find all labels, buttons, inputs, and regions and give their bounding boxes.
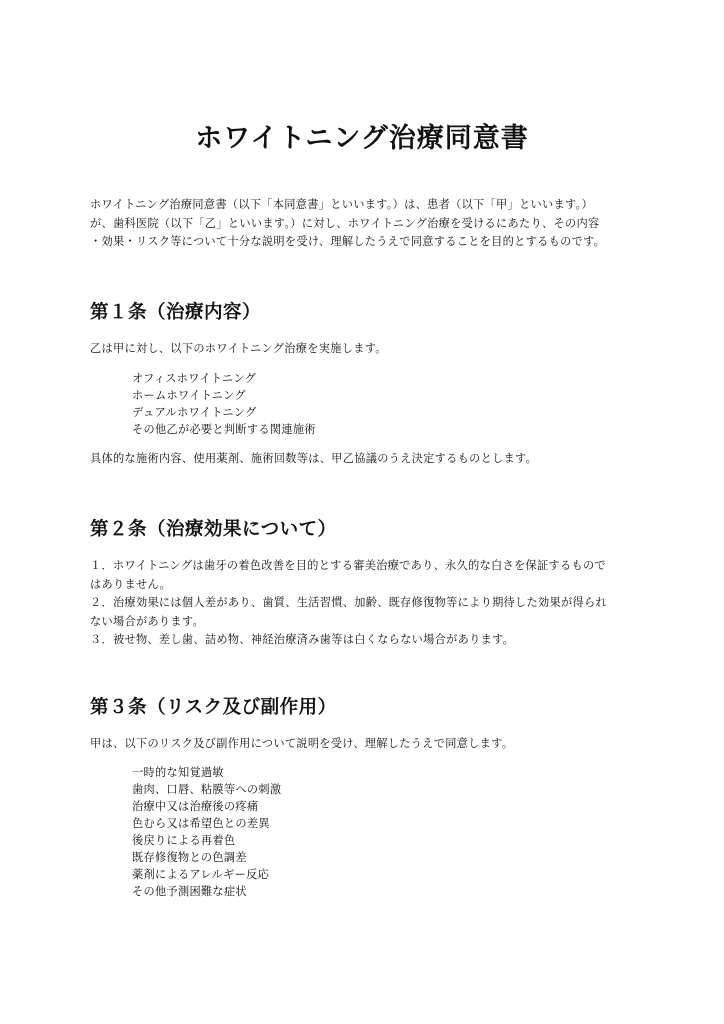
article-2-line: ない場合があります。 bbox=[90, 614, 204, 628]
article-2-body bbox=[90, 557, 650, 650]
article-2-line: １．ホワイトニングは歯牙の着色改善を目的とする審美治療であり、永久的な白さを保証するもので bbox=[90, 559, 606, 572]
list-item: 色むら又は希望色との差異 bbox=[132, 817, 270, 830]
article-1-heading: 第１条（治療内容） bbox=[90, 302, 262, 323]
article-1-closing bbox=[90, 450, 650, 469]
list-item: 治療中又は治療後の疼痛 bbox=[132, 800, 259, 813]
article-3-lead bbox=[90, 735, 650, 754]
list-item: 薬剤によるアレルギー反応 bbox=[132, 868, 270, 881]
intro-line: が、歯科医院（以下「乙」といいます。）に対し、ホワイトニング治療を受けるにあたり、その内容 bbox=[90, 216, 600, 230]
article-1-closing-text: 具体的な施術内容、使用薬剤、施術回数等は、甲乙協議のうえ決定するものとします。 bbox=[90, 452, 538, 465]
article-3-lead-text: 甲は、以下のリスク及び副作用について説明を受け、理解したうえで同意します。 bbox=[90, 737, 514, 750]
list-item: 既存修復物との色調差 bbox=[132, 851, 247, 864]
article-2-line: ２．治療効果には個人差があり、歯質、生活習慣、加齢、既存修復物等により期待した効果が得られ bbox=[90, 596, 607, 609]
treatment-list bbox=[132, 370, 316, 438]
intro-paragraph bbox=[90, 196, 650, 252]
list-item: 歯肉、口唇、粘膜等への刺激 bbox=[132, 783, 282, 796]
intro-line: ホワイトニング治療同意書（以下「本同意書」といいます。）は、患者（以下「甲」といいます。） bbox=[90, 198, 593, 211]
intro-line: ・効果・リスク等について十分な説明を受け、理解したうえで同意することを目的とするものです。 bbox=[90, 235, 606, 248]
article-2-heading: 第２条（治療効果について） bbox=[90, 519, 337, 540]
risk-list bbox=[132, 764, 281, 900]
list-item: ホームホワイトニング bbox=[132, 389, 246, 402]
list-item: オフィスホワイトニング bbox=[132, 372, 257, 385]
list-item: その他予測困難な症状 bbox=[132, 885, 247, 898]
article-1-lead bbox=[90, 340, 650, 359]
article-2-line: はありません。 bbox=[90, 577, 172, 591]
article-3-heading: 第３条（リスク及び副作用） bbox=[90, 697, 337, 718]
article-2-line: ３．被せ物、差し歯、詰め物、神経治療済み歯等は白くならない場合があります。 bbox=[90, 633, 515, 646]
article-1-lead-text: 乙は甲に対し、以下のホワイトニング治療を実施します。 bbox=[90, 342, 387, 355]
document-title: ホワイトニング治療同意書 bbox=[195, 123, 529, 154]
list-item: 後戻りによる再着色 bbox=[132, 834, 236, 847]
list-item: デュアルホワイトニング bbox=[132, 406, 257, 419]
list-item: 一時的な知覚過敏 bbox=[132, 766, 224, 779]
list-item: その他乙が必要と判断する関連施術 bbox=[132, 423, 316, 436]
